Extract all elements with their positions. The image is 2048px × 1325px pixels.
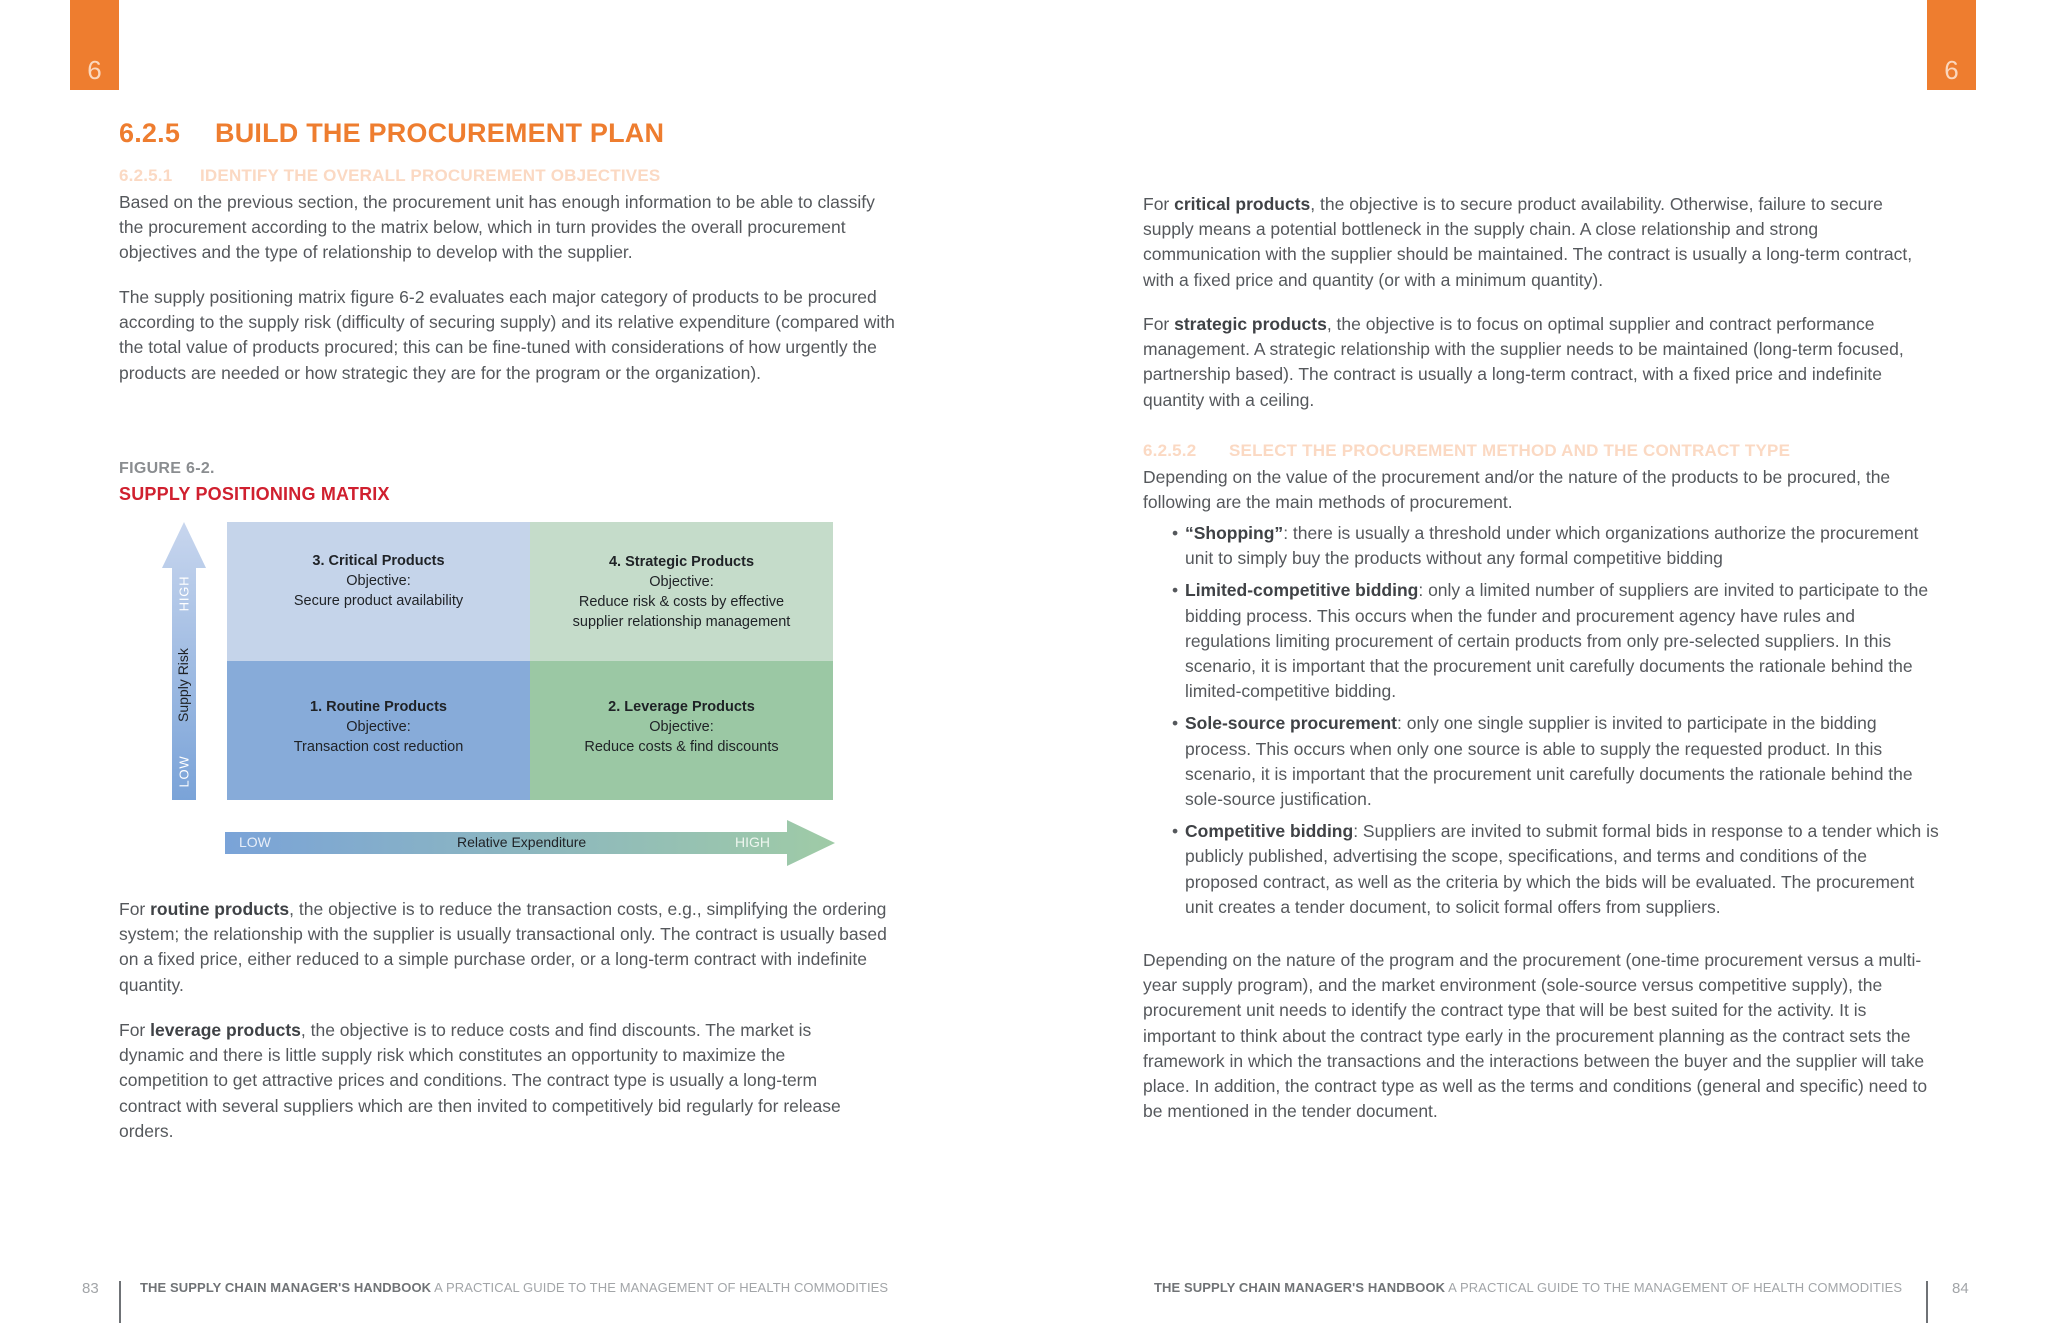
supply-risk-axis-title: Supply Risk (175, 648, 191, 722)
figure-caption: FIGURE 6-2. (119, 460, 215, 477)
supply-positioning-matrix (227, 522, 833, 800)
right-page (1143, 0, 1939, 1325)
subsection-heading (1143, 441, 1790, 461)
subsection-title: IDENTIFY THE OVERALL PROCUREMENT OBJECTIVES (200, 166, 661, 185)
left-page (119, 0, 909, 1325)
list-item: • Sole-source procurement: only one single supplier is invited to participate in the bidding process. This occurs when only one source is able to supply the requested product. In this scenario, it is important that the procurement unit carefully documents the rationale behind the sole-source justification. (1173, 711, 1943, 812)
list-item: • Limited-competitive bidding: only a limited number of suppliers are invited to participate to the bidding process. This occurs when the funder and procurement agency have rules and regulations limiting procurement of certain products from only pre-selected suppliers. In this scenario, it is important that the procurement unit carefully documents the rationale behind the limited-competitive bidding. (1173, 578, 1943, 704)
footer-right: THE SUPPLY CHAIN MANAGER'S HANDBOOK A PRACTICAL GUIDE TO THE MANAGEMENT OF HEALTH COMMODITIES (1154, 1280, 1903, 1295)
paragraph-critical-products: For critical products, the objective is to secure product availability. Otherwise, failure to secure supply means a potential bottleneck in the supply chain. A close relationship and strong communication with the supplier should be maintained. The contract is usually a long-term contract, with a fixed price and quantity (or with a minimum quantity). (1143, 194, 1913, 290)
chapter-tab-right (1927, 0, 1976, 90)
quadrant-objective-label: Objective: (346, 572, 411, 589)
supply-risk-low-label: LOW (176, 755, 192, 788)
quadrant-title: 2. Leverage Products (608, 698, 755, 715)
subsection-heading (119, 166, 660, 186)
section-heading (119, 118, 664, 149)
quadrant-strategic-products (530, 522, 833, 661)
subsection-number: 6.2.5.1 (119, 166, 173, 185)
supply-risk-high-label: HIGH (176, 575, 192, 612)
expenditure-axis-title: Relative Expenditure (457, 834, 587, 850)
quadrant-title: 1. Routine Products (310, 698, 447, 715)
figure-title: SUPPLY POSITIONING MATRIX (119, 484, 390, 504)
quadrant-objective-text: supplier relationship management (572, 613, 791, 630)
section-number: 6.2.5 (119, 118, 181, 148)
quadrant-critical-products (227, 522, 530, 661)
quadrant-objective-text: Reduce costs & find discounts (584, 738, 779, 755)
quadrant-objective-label: Objective: (649, 573, 714, 590)
chapter-number: 6 (1944, 55, 1959, 85)
chapter-tab-left (70, 0, 119, 90)
paragraph-leverage-products: For leverage products, the objective is to reduce costs and find discounts. The market is dynamic and there is little supply risk which constitutes an opportunity to maximize the competition to get attractive prices and conditions. The contract type is usually a long-term contract with several suppliers which are then invited to competitively bid regularly for release orders. (119, 1020, 841, 1141)
quadrant-objective-label: Objective: (649, 718, 714, 735)
subsection-number: 6.2.5.2 (1143, 441, 1197, 460)
paragraph-strategic-products: For strategic products, the objective is to focus on optimal supplier and contract performance management. A strategic relationship with the supplier needs to be maintained (long-term focused, partnership based). The contract is usually a long-term contract, with a fixed price and indefinite quantity with a ceiling. (1143, 314, 1904, 410)
subsection-title: SELECT THE PROCUREMENT METHOD AND THE CONTRACT TYPE (1229, 441, 1791, 460)
footer-divider-right (1926, 1281, 1928, 1323)
quadrant-objective-text: Reduce risk & costs by effective (578, 593, 785, 610)
quadrant-leverage-products (530, 661, 833, 800)
paragraph-contract-type: Depending on the nature of the program and the procurement (one-time procurement versus a multi-year supply program), and the market environment (sole-source versus competitive supply), the procurement unit needs to identify the contract type that will be best suited for the activity. It is important to think about the contract type early in the procurement planning as the contract sets the framework in which the transactions and the interactions between the buyer and the supplier will take place. In addition, the contract type as well as the terms and conditions (general and specific) need to be mentioned in the tender document. (1143, 950, 1928, 1122)
page-number-left: 83 (82, 1280, 99, 1297)
quadrant-objective-label: Objective: (346, 718, 411, 735)
expenditure-low-label: LOW (239, 834, 271, 850)
section-title: BUILD THE PROCUREMENT PLAN (215, 118, 665, 148)
page-number-right: 84 (1952, 1280, 1969, 1297)
paragraph-routine-products: For routine products, the objective is to reduce the transaction costs, e.g., simplifying the ordering system; the relationship with the supplier is usually transactional only. The contract is usually based on a fixed price, either reduced to a simple purchase order, or a long-term contract with indefinite quantity. (119, 899, 887, 995)
list-item: • “Shopping”: there is usually a threshold under which organizations authorize the procurement unit to simply buy the products without any formal competitive bidding (1173, 521, 1943, 571)
chapter-number: 6 (87, 55, 102, 85)
paragraph-matrix-explanation: The supply positioning matrix figure 6-2 evaluates each major category of products to be procured according to the supply risk (difficulty of securing supply) and its relative expenditure (compared with the total value of products procured; this can be fine-tuned with considerations of how urgently the products are needed or how strategic they are for the program or the organization). (119, 287, 895, 383)
paragraph-intro: Based on the previous section, the procurement unit has enough information to be able to classify the procurement according to the matrix below, which in turn provides the overall procurement objectives and the type of relationship to develop with the supplier. (119, 192, 875, 263)
paragraph-methods-intro: Depending on the value of the procurement and/or the nature of the products to be procured, the following are the main methods of procurement. (1143, 467, 1891, 513)
procurement-methods-list (1173, 521, 1943, 927)
quadrant-objective-text: Secure product availability (293, 592, 464, 609)
footer-left: THE SUPPLY CHAIN MANAGER'S HANDBOOK A PRACTICAL GUIDE TO THE MANAGEMENT OF HEALTH COMMODITIES (140, 1280, 889, 1295)
quadrant-title: 3. Critical Products (312, 552, 445, 569)
footer-divider-left (119, 1281, 121, 1323)
quadrant-objective-text: Transaction cost reduction (293, 738, 464, 755)
list-item: • Competitive bidding: Suppliers are invited to submit formal bids in response to a tender which is publicly published, advertising the scope, specifications, and terms and conditions of the proposed contract, as well as the criteria by which the bids will be evaluated. The procurement unit creates a tender document, to solicit formal offers from suppliers. (1173, 819, 1943, 920)
expenditure-high-label: HIGH (735, 834, 770, 850)
quadrant-routine-products (227, 661, 530, 800)
quadrant-title: 4. Strategic Products (608, 553, 755, 570)
